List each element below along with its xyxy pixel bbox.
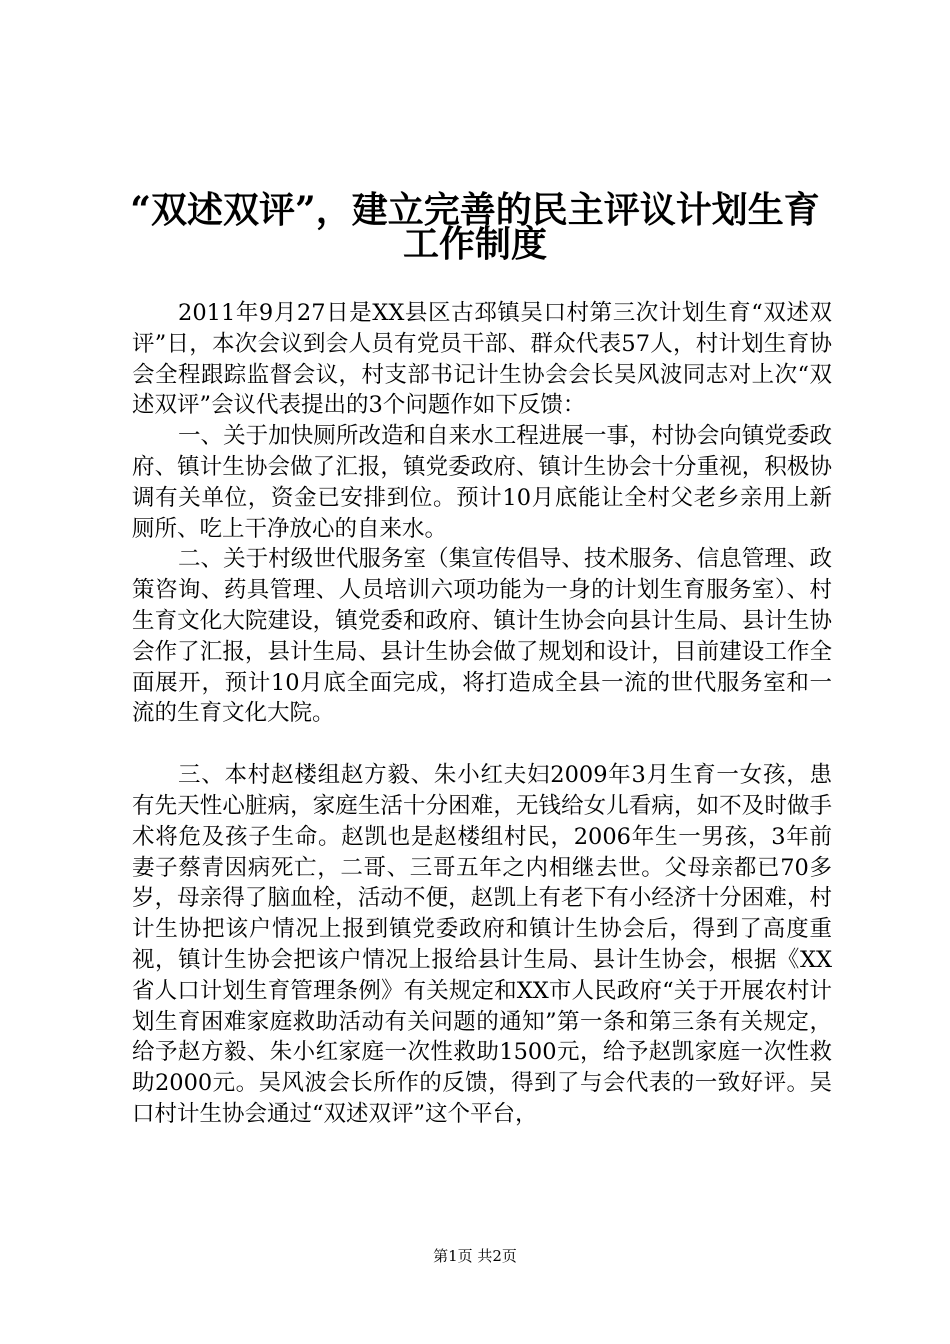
- document-title-line-2: 工作制度: [402, 223, 547, 265]
- paragraph-item-2: 二、关于村级世代服务室（集宣传倡导、技术服务、信息管理、政策咨询、药具管理、人员培训六项功能为一身的计划生育服务室）、村生育文化大院建设，镇党委和政府、镇计生协会向县计生局、县计生协会作了汇报，县计生局、县计生协会做了规划和设计，目前建设工作全面展开，预计10月底全面完成，将打造成全县一流的世代服务室和一流的生育文化大院。: [132, 546, 832, 727]
- paragraph-item-1: 一、关于加快厕所改造和自来水工程进展一事，村协会向镇党委政府、镇计生协会做了汇报，镇党委政府、镇计生协会十分重视，积极协调有关单位，资金已安排到位。预计10月底能让全村父老乡亲用上新厕所、吃上干净放心的自来水。: [132, 423, 832, 542]
- paragraph-item-3: 三、本村赵楼组赵方毅、朱小红夫妇2009年3月生育一女孩，患有先天性心脏病，家庭生活十分困难，无钱给女儿看病，如不及时做手术将危及孩子生命。赵凯也是赵楼组村民，2006年生一男孩，3年前妻子蔡青因病死亡，二哥、三哥五年之内相继去世。父母亲都已70多岁，母亲得了脑血栓，活动不便，赵凯上有老下有小经济十分困难，村计生协把该户情况上报到镇党委政府和镇计生协会后，得到了高度重视，镇计生协会把该户情况上报给县计生局、县计生协会，根据《XX省人口计划生育管理条例》有关规定和XX市人民政府“关于开展农村计划生育困难家庭救助活动有关问题的通知”第一条和第三条有关规定，给予赵方毅、朱小红家庭一次性救助1500元，给予赵凯家庭一次性救助2000元。吴风波会长所作的反馈，得到了与会代表的一致好评。吴口村计生协会通过“双述双评”这个平台，: [132, 762, 832, 1127]
- page-number-footer: 第1页 共2页: [433, 1247, 517, 1265]
- paragraph-intro: 2011年9月27日是XX县区古邳镇吴口村第三次计划生育“双述双评”日，本次会议到会人员有党员干部、群众代表57人，村计划生育协会全程跟踪监督会议，村支部书记计生协会会长吴风波同志对上次“双述双评”会议代表提出的3个问题作如下反馈：: [132, 300, 832, 419]
- document-body: [132, 298, 832, 1130]
- document-title-line-1: “双述双评”，建立完善的民主评议计划生育: [130, 189, 820, 231]
